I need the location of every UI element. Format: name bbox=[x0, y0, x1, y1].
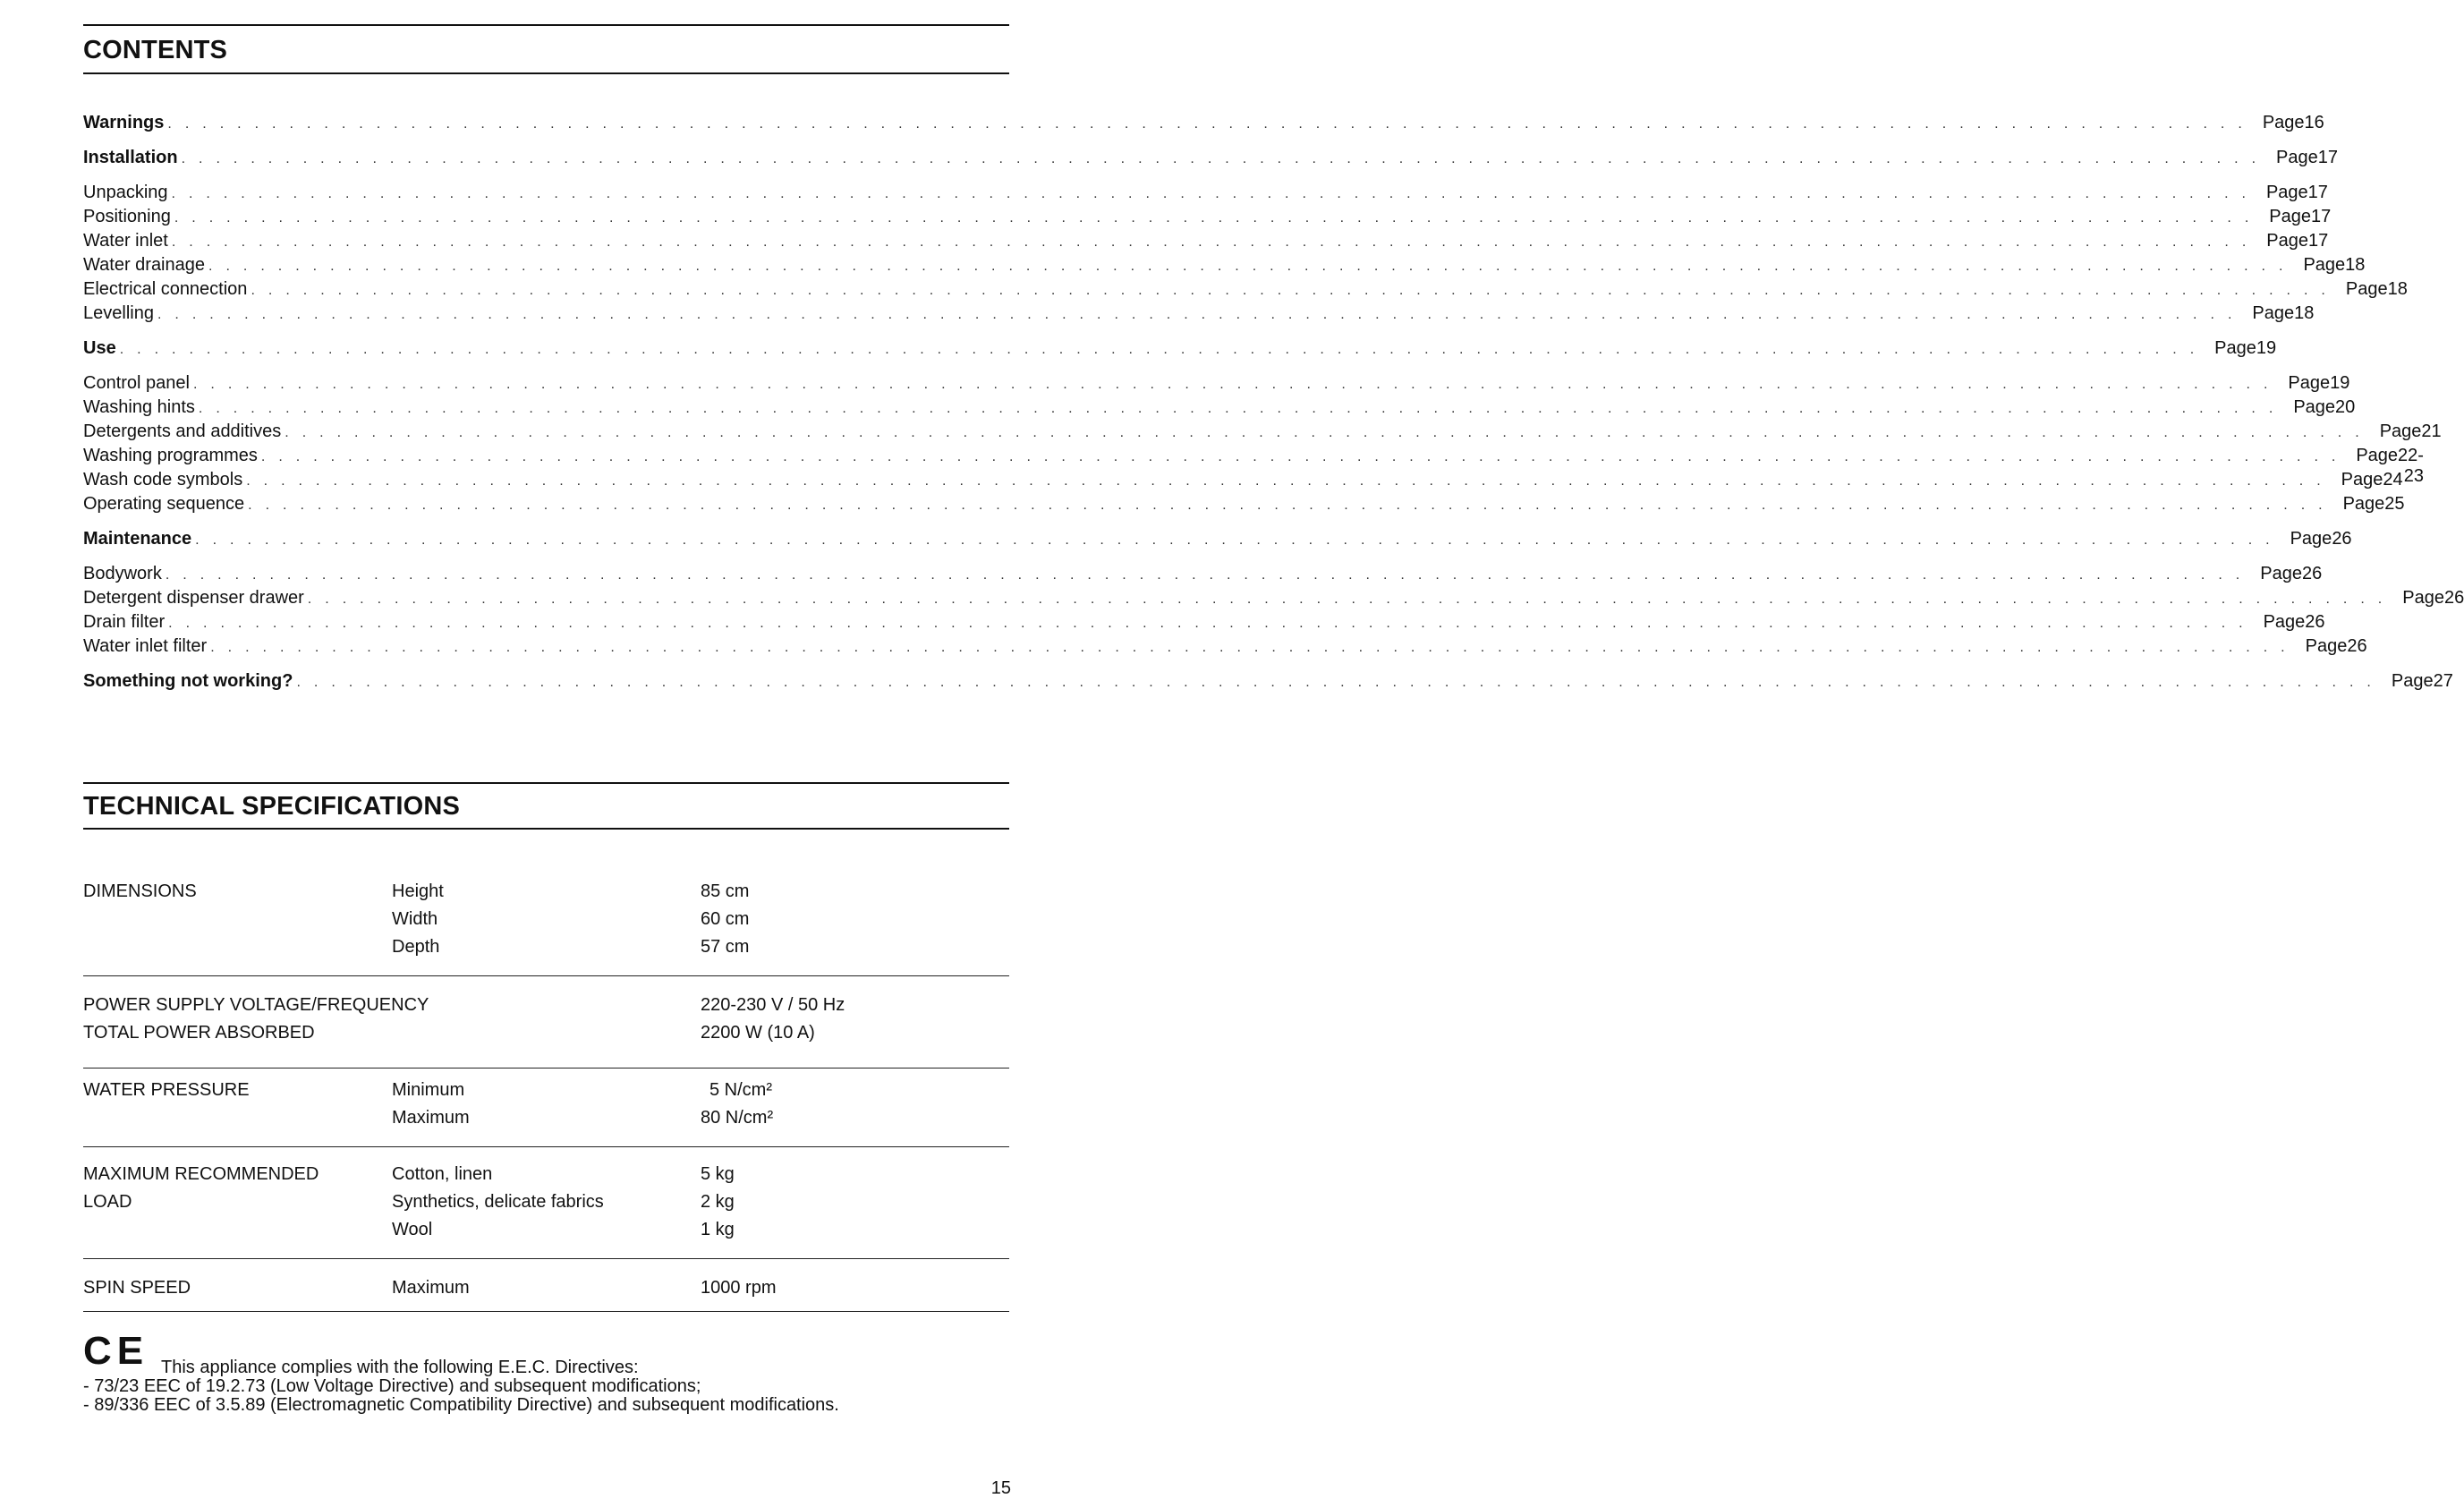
toc-entry-label: Detergents and additives bbox=[83, 421, 282, 441]
contents-top-rule bbox=[83, 24, 1009, 26]
toc-entry bbox=[83, 148, 2338, 172]
spec-separator bbox=[83, 1258, 1009, 1259]
toc-entry bbox=[83, 421, 2442, 446]
toc-entry-label: Electrical connection bbox=[83, 279, 248, 299]
spec-value: 220-230 V / 50 Hz bbox=[701, 995, 845, 1015]
toc-entry bbox=[83, 231, 2329, 255]
spec-label: TOTAL POWER ABSORBED bbox=[83, 1023, 315, 1043]
toc-entry-label: Levelling bbox=[83, 303, 154, 323]
spec-label: MAXIMUM RECOMMENDED bbox=[83, 1164, 319, 1184]
toc-page-word: Page bbox=[2356, 446, 2399, 465]
toc-page-word: Page bbox=[2269, 207, 2311, 226]
compliance-line-3: - 89/336 EEC of 3.5.89 (Electromagnetic Compatibility Directive) and subsequent modifications. bbox=[83, 1395, 839, 1415]
toc-entry-label: Operating sequence bbox=[83, 494, 245, 514]
toc-entry bbox=[83, 207, 2332, 231]
toc-page-word: Page bbox=[2214, 338, 2256, 358]
toc-leader-dots: ........................................................................................................................ bbox=[174, 210, 2263, 226]
spec-value: 80 N/cm² bbox=[701, 1108, 774, 1128]
toc-leader-dots: ........................................................................................................................ bbox=[119, 342, 2208, 357]
toc-leader-dots: ........................................................................................................................ bbox=[171, 234, 2260, 250]
toc-entry bbox=[83, 183, 2328, 207]
spec-sub-label: Cotton, linen bbox=[392, 1164, 493, 1184]
spec-label: DIMENSIONS bbox=[83, 881, 197, 901]
toc-page-word: Page bbox=[2293, 397, 2336, 417]
toc-entry bbox=[83, 564, 2323, 588]
spec-value: 1 kg bbox=[701, 1220, 735, 1239]
toc-entry bbox=[83, 529, 2352, 553]
toc-entry-label: Water inlet filter bbox=[83, 636, 208, 656]
spec-value: 2 kg bbox=[701, 1192, 735, 1212]
toc-entry bbox=[83, 113, 2324, 137]
toc-entry-label: Control panel bbox=[83, 373, 190, 393]
page-number: 15 bbox=[990, 1478, 1011, 1498]
toc-entry-label: Washing hints bbox=[83, 397, 195, 417]
specs-title: TECHNICAL SPECIFICATIONS bbox=[83, 792, 461, 821]
toc-entry-label: Drain filter bbox=[83, 612, 166, 632]
toc-page-number: 26 bbox=[2301, 564, 2323, 583]
toc-page-word: Page bbox=[2345, 279, 2388, 299]
spec-separator bbox=[83, 1311, 1009, 1312]
toc-leader-dots: ........................................................................................................................ bbox=[296, 675, 2384, 690]
toc-entry bbox=[83, 588, 2464, 612]
toc-entry-label: Installation bbox=[83, 148, 178, 167]
contents-title: CONTENTS bbox=[83, 36, 228, 64]
toc-page-word: Page bbox=[2290, 529, 2332, 549]
toc-leader-dots: ........................................................................................................................ bbox=[251, 283, 2339, 298]
toc-entry-label: Detergent dispenser drawer bbox=[83, 588, 304, 608]
toc-leader-dots: ........................................................................................................................ bbox=[195, 532, 2283, 548]
toc-page-number: 26 bbox=[2332, 529, 2352, 549]
toc-leader-dots: ........................................................................................................................ bbox=[260, 449, 2349, 464]
toc-page-number: 22-23 bbox=[2398, 446, 2424, 486]
toc-page-number: 17 bbox=[2311, 207, 2332, 226]
toc-page-number: 17 bbox=[2307, 183, 2328, 202]
spec-value: 1000 rpm bbox=[701, 1278, 777, 1298]
toc-entry-label: Use bbox=[83, 338, 116, 358]
toc-entry-label: Warnings bbox=[83, 113, 165, 132]
spec-separator bbox=[83, 975, 1009, 976]
spec-value: 5 N/cm² bbox=[709, 1080, 772, 1100]
toc-page-word: Page bbox=[2303, 255, 2346, 275]
toc-page-word: Page bbox=[2402, 588, 2444, 608]
toc-page-number: 26 bbox=[2443, 588, 2464, 608]
toc-page-number: 19 bbox=[2256, 338, 2277, 358]
toc-leader-dots: ........................................................................................................................ bbox=[198, 401, 2287, 416]
toc-page-word: Page bbox=[2305, 636, 2348, 656]
specs-top-rule bbox=[83, 782, 1009, 784]
toc-page-word: Page bbox=[2288, 373, 2331, 393]
spec-sub-label: Wool bbox=[392, 1220, 433, 1239]
toc-page-number: 18 bbox=[2345, 255, 2366, 275]
toc-entry bbox=[83, 303, 2315, 328]
toc-leader-dots: ........................................................................................................................ bbox=[208, 259, 2297, 274]
toc-page-number: 18 bbox=[2387, 279, 2408, 299]
toc-entry-label: Bodywork bbox=[83, 564, 162, 583]
spec-sub-label: Height bbox=[392, 881, 444, 901]
spec-value: 5 kg bbox=[701, 1164, 735, 1184]
toc-entry bbox=[83, 338, 2277, 362]
compliance-line-1: This appliance complies with the following E.E.C. Directives: bbox=[161, 1358, 639, 1377]
toc-page-word: Page bbox=[2263, 612, 2306, 632]
toc-page-number: 17 bbox=[2308, 231, 2329, 251]
spec-sub-label: Depth bbox=[392, 937, 440, 957]
toc-page-word: Page bbox=[2260, 564, 2302, 583]
spec-sub-label: Minimum bbox=[392, 1080, 465, 1100]
toc-page-word: Page bbox=[2341, 470, 2383, 490]
toc-page-number: 21 bbox=[2421, 421, 2442, 441]
toc-leader-dots: ........................................................................................................................ bbox=[210, 640, 2298, 655]
toc-page-word: Page bbox=[2391, 671, 2434, 691]
spec-value: 60 cm bbox=[701, 909, 750, 929]
toc-entry-label: Unpacking bbox=[83, 183, 168, 202]
toc-page-number: 19 bbox=[2330, 373, 2350, 393]
spec-separator bbox=[83, 1146, 1009, 1147]
toc-entry bbox=[83, 612, 2325, 636]
toc-leader-dots: ........................................................................................................................ bbox=[285, 425, 2373, 440]
toc-page-number: 27 bbox=[2433, 671, 2453, 691]
toc-entry bbox=[83, 255, 2366, 279]
spec-value: 57 cm bbox=[701, 937, 750, 957]
toc-entry bbox=[83, 373, 2350, 397]
ce-mark-icon: CE bbox=[83, 1329, 149, 1373]
spec-sub-label: Width bbox=[392, 909, 438, 929]
toc-entry-label: Washing programmes bbox=[83, 446, 258, 465]
toc-page-number: 16 bbox=[2304, 113, 2324, 132]
toc-page-word: Page bbox=[2266, 231, 2308, 251]
toc-leader-dots: ........................................................................................................................ bbox=[165, 567, 2254, 583]
toc-page-number: 20 bbox=[2335, 397, 2356, 417]
toc-page-number: 18 bbox=[2294, 303, 2315, 323]
spec-label: WATER PRESSURE bbox=[83, 1080, 250, 1100]
toc-entry bbox=[83, 279, 2408, 303]
toc-leader-dots: ........................................................................................................................ bbox=[192, 377, 2281, 392]
spec-sub-label: Maximum bbox=[392, 1278, 470, 1298]
toc-entry bbox=[83, 671, 2453, 695]
toc-page-word: Page bbox=[2379, 421, 2422, 441]
toc-page-number: 26 bbox=[2347, 636, 2367, 656]
toc-entry-label: Maintenance bbox=[83, 529, 192, 549]
toc-leader-dots: ........................................................................................................................ bbox=[168, 616, 2256, 631]
toc-leader-dots: ........................................................................................................................ bbox=[181, 151, 2270, 166]
toc-page-number: 24 bbox=[2383, 470, 2403, 490]
toc-entry bbox=[83, 494, 2405, 518]
toc-entry bbox=[83, 636, 2367, 660]
toc-entry-label: Positioning bbox=[83, 207, 171, 226]
spec-sub-label: Synthetics, delicate fabrics bbox=[392, 1192, 604, 1212]
toc-leader-dots: ........................................................................................................................ bbox=[171, 186, 2259, 201]
compliance-line-2: - 73/23 EEC of 19.2.73 (Low Voltage Directive) and subsequent modifications; bbox=[83, 1376, 701, 1396]
toc-page-word: Page bbox=[2276, 148, 2318, 167]
spec-value: 2200 W (10 A) bbox=[701, 1023, 815, 1043]
toc-leader-dots: ........................................................................................................................ bbox=[157, 307, 2246, 322]
toc-entry-label: Something not working? bbox=[83, 671, 293, 691]
toc-entry-label: Wash code symbols bbox=[83, 470, 243, 490]
toc-page-number: 17 bbox=[2317, 148, 2338, 167]
toc-page-number: 25 bbox=[2384, 494, 2405, 514]
spec-label: POWER SUPPLY VOLTAGE/FREQUENCY bbox=[83, 995, 429, 1015]
toc-page-word: Page bbox=[2252, 303, 2295, 323]
spec-label: LOAD bbox=[83, 1192, 132, 1212]
toc-page-word: Page bbox=[2342, 494, 2385, 514]
toc-leader-dots: ........................................................................................................................ bbox=[167, 116, 2256, 132]
toc-leader-dots: ........................................................................................................................ bbox=[307, 592, 2396, 607]
spec-label: SPIN SPEED bbox=[83, 1278, 191, 1298]
toc-leader-dots: ........................................................................................................................ bbox=[248, 498, 2336, 513]
contents-bottom-rule bbox=[83, 72, 1009, 74]
toc-entry-label: Water drainage bbox=[83, 255, 205, 275]
specs-bottom-rule bbox=[83, 828, 1009, 830]
spec-separator bbox=[83, 1068, 1009, 1069]
toc-entry bbox=[83, 397, 2356, 421]
toc-page-word: Page bbox=[2262, 113, 2305, 132]
toc-page-word: Page bbox=[2265, 183, 2308, 202]
toc-entry bbox=[83, 470, 2403, 494]
toc-page-number: 26 bbox=[2305, 612, 2325, 632]
toc-leader-dots: ........................................................................................................................ bbox=[246, 473, 2334, 489]
spec-sub-label: Maximum bbox=[392, 1108, 470, 1128]
toc-entry-label: Water inlet bbox=[83, 231, 168, 251]
spec-value: 85 cm bbox=[701, 881, 750, 901]
